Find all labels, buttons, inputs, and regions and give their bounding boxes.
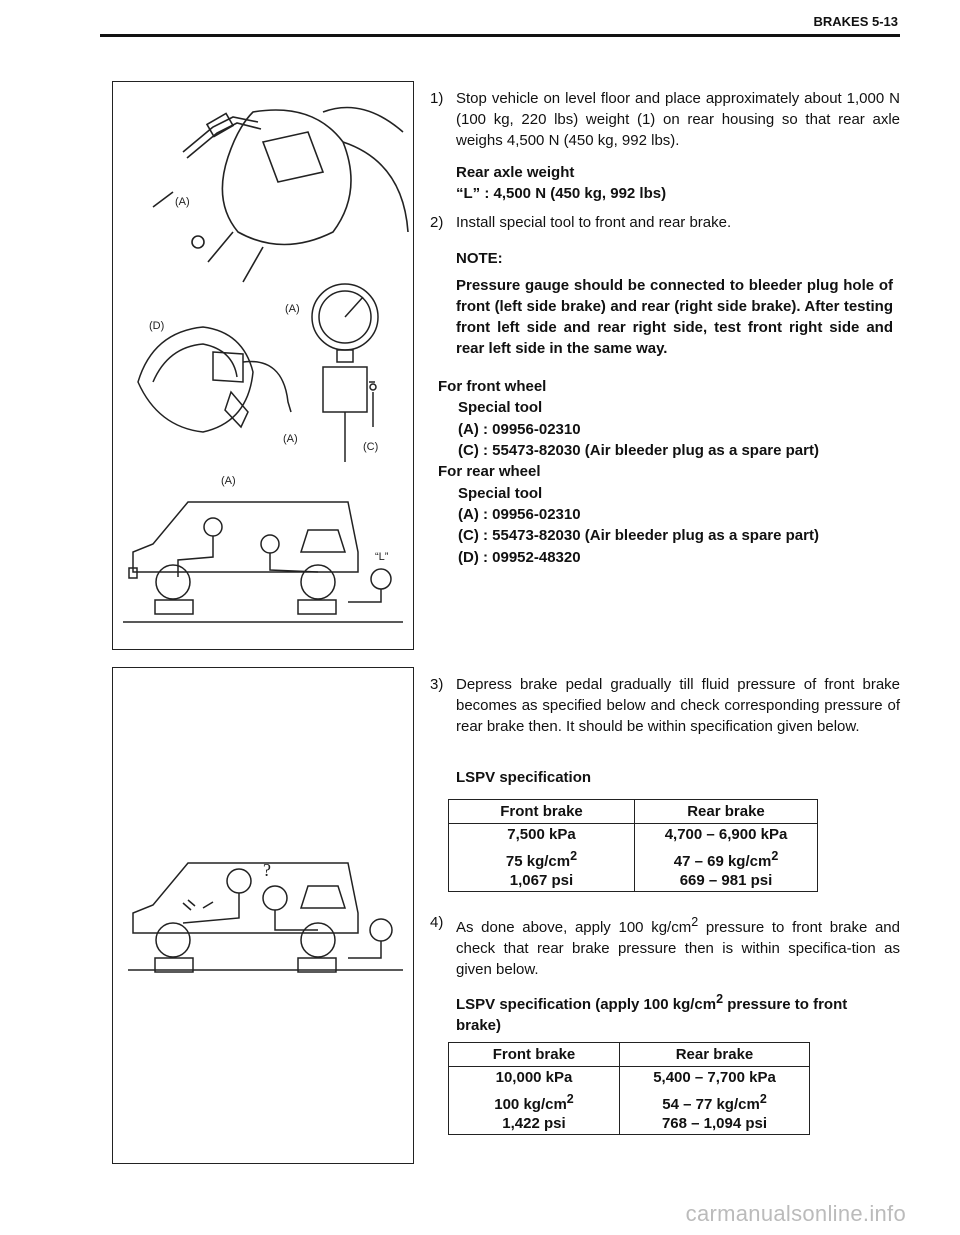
step-1-number: 1) [430,90,444,107]
step-2-text: Install special tool to front and rear brake. [456,214,732,231]
watermark: carmanualsonline.info [685,1201,906,1226]
front-special-tool-label: Special tool [458,399,543,416]
table2-r1-rear: 5,400 – 7,700 kPa [653,1069,776,1086]
rear-axle-weight-label: Rear axle weight [456,164,575,181]
step-1 [430,88,900,151]
table1-r2-rear: 47 – 69 kg/cm [673,853,772,870]
figure1-label-a-low: (A) [283,433,298,445]
figure1-label-l: “L” [375,551,389,563]
step-3 [430,674,900,737]
rear-tool-d: (D) : 09952-48320 [458,549,581,566]
figure1-label-c: (C) [363,441,379,453]
table2-r3-front: 1,422 psi [449,1113,620,1135]
step-4-number: 4) [430,914,444,931]
step-3-text: Depress brake pedal gradually till fluid pressure of front brake becomes as specified below and check corresponding pressure of rear brake then. It should be within specification given below. [456,676,900,735]
rear-axle-weight-value: “L” : 4,500 N (450 kg, 992 lbs) [456,185,667,202]
spec2-title-post: pressure to front brake) [456,996,848,1034]
table-row [449,824,818,846]
table1-r2-front: 75 kg/cm [505,853,571,870]
table1-r1-rear: 4,700 – 6,900 kPa [664,826,788,843]
table1-r2-front-sup: 2 [570,849,578,863]
note-text: Pressure gauge should be connected to bleeder plug hole of front (left side brake) and rear (right side brake). After testing front left side and rear right side, test front right side and rear left side in the same way. [456,277,893,357]
figure-tool-installation [112,81,414,650]
note-title: NOTE: [456,250,503,267]
page-header-title: BRAKES 5-13 [813,14,898,29]
rear-wheel-heading: For rear wheel [438,463,541,480]
lspv-spec2-title [456,989,896,1036]
figure2-question-mark: ? [263,860,271,880]
step-4-text-sup: 2 [691,915,699,929]
step-4 [430,912,900,980]
rear-tool-a: (A) : 09956-02310 [458,506,581,523]
table1-r2-rear-sup: 2 [771,849,779,863]
spec2-title-sup: 2 [716,992,724,1006]
step-2 [430,212,900,233]
table2-r3-rear: 768 – 1,094 psi [661,1115,768,1132]
lspv-spec-table [448,799,818,892]
figure1-label-a-top: (A) [175,196,190,208]
table2-head-front: Front brake [449,1043,620,1067]
table1-head-rear: Rear brake [635,800,818,824]
front-tool-a: (A) : 09956-02310 [458,421,581,438]
step-4-text-post: pressure to front brake and check that rear brake pressure then is within specifica-tion as given below. [456,919,900,978]
table-row [449,845,818,870]
step-4-text-pre: As done above, apply 100 kg/cm [456,919,692,936]
front-tool-c: (C) : 55473-82030 (Air bleeder plug as a spare part) [458,442,819,459]
lspv-spec-title: LSPV specification [456,769,592,786]
rear-special-tool-label: Special tool [458,485,543,502]
step-2-number: 2) [430,214,444,231]
step-1-text: Stop vehicle on level floor and place approximately about 1,000 N (100 kg, 220 lbs) weight (1) on rear housing so that rear axle weighs 4,500 N (450 kg, 992 lbs). [456,90,900,149]
header-rule [100,34,900,37]
table1-r3-front: 1,067 psi [449,870,635,892]
table2-head-rear: Rear brake [620,1043,810,1067]
figure1-label-a-car: (A) [221,475,236,487]
table2-r2-front: 100 kg/cm [494,1096,567,1113]
table2-r2-front-sup: 2 [566,1092,574,1106]
spec2-title-pre: LSPV specification (apply 100 kg/cm [456,996,717,1013]
lspv-spec2-table [448,1042,810,1135]
table2-r1-front: 10,000 kPa [449,1067,620,1089]
pressure-test-illustration [113,668,413,1163]
figure1-label-a-mid: (A) [285,303,300,315]
table2-r2-rear-sup: 2 [759,1092,767,1106]
step-4-text [430,912,900,980]
figure-pressure-test [112,667,414,1164]
table-row [449,870,818,892]
table-row [449,1113,810,1135]
tool-installation-illustration [113,82,413,649]
figure1-label-d: (D) [149,320,165,332]
table1-head-front: Front brake [449,800,635,824]
rear-tool-c: (C) : 55473-82030 (Air bleeder plug as a spare part) [458,527,819,544]
table-row [449,1088,810,1113]
table2-r2-rear: 54 – 77 kg/cm [662,1096,760,1113]
step-3-number: 3) [430,676,444,693]
table1-r1-front: 7,500 kPa [449,824,635,846]
table1-r3-rear: 669 – 981 psi [679,872,773,889]
table-row [449,1067,810,1089]
front-wheel-heading: For front wheel [438,378,547,395]
